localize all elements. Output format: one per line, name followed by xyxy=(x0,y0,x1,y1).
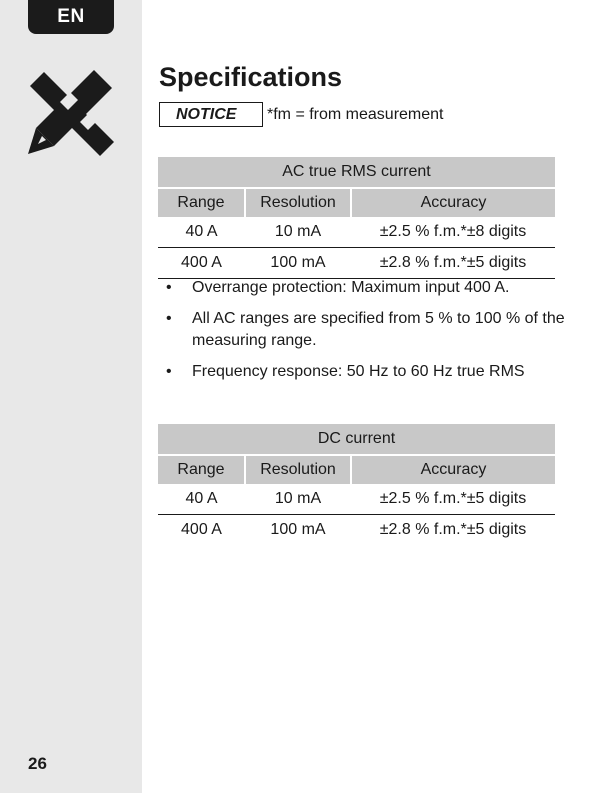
cell-range: 40 A xyxy=(158,217,245,248)
table-title: DC current xyxy=(158,424,555,455)
notes-list xyxy=(158,277,568,392)
table-row xyxy=(158,515,555,546)
notice-row xyxy=(159,102,444,127)
header-range: Range xyxy=(158,188,245,217)
header-resolution: Resolution xyxy=(245,188,351,217)
cell-range: 400 A xyxy=(158,248,245,279)
sidebar xyxy=(0,0,142,793)
table-row xyxy=(158,484,555,515)
cell-resolution: 10 mA xyxy=(245,484,351,515)
list-item: • Overrange protection: Maximum input 400 A. xyxy=(158,277,568,299)
page-number: 26 xyxy=(28,754,47,773)
cell-range: 400 A xyxy=(181,521,222,538)
list-item: • All AC ranges are specified from 5 % to 100 % of the measuring range. xyxy=(158,308,568,352)
ac-current-table xyxy=(158,157,555,279)
cell-resolution: 100 mA xyxy=(245,248,351,279)
cell-resolution: 10 mA xyxy=(245,217,351,248)
header-resolution: Resolution xyxy=(245,455,351,484)
header-accuracy: Accuracy xyxy=(351,455,555,484)
list-item: • Frequency response: 50 Hz to 60 Hz true RMS xyxy=(158,361,568,383)
notice-label: NOTICE xyxy=(159,102,263,127)
cell-range: 40 A xyxy=(158,484,245,515)
dc-current-table xyxy=(158,424,555,545)
cell-accuracy: ±2.5 % f.m.*±8 digits xyxy=(351,217,555,248)
notice-text: *fm = from measurement xyxy=(267,105,444,123)
table-title: AC true RMS current xyxy=(158,157,555,188)
table-row xyxy=(158,217,555,248)
language-tab[interactable]: EN xyxy=(28,0,114,34)
cell-resolution: 100 mA xyxy=(270,521,326,538)
page-title: Specifications xyxy=(159,62,343,92)
header-range: Range xyxy=(158,455,245,484)
cell-accuracy: ±2.8 % f.m.*±5 digits xyxy=(351,248,555,279)
tools-icon xyxy=(26,66,116,156)
table-row xyxy=(158,248,555,279)
header-accuracy: Accuracy xyxy=(351,188,555,217)
cell-accuracy: ±2.5 % f.m.*±5 digits xyxy=(351,484,555,515)
cell-accuracy: ±2.8 % f.m.*±5 digits xyxy=(379,521,527,538)
